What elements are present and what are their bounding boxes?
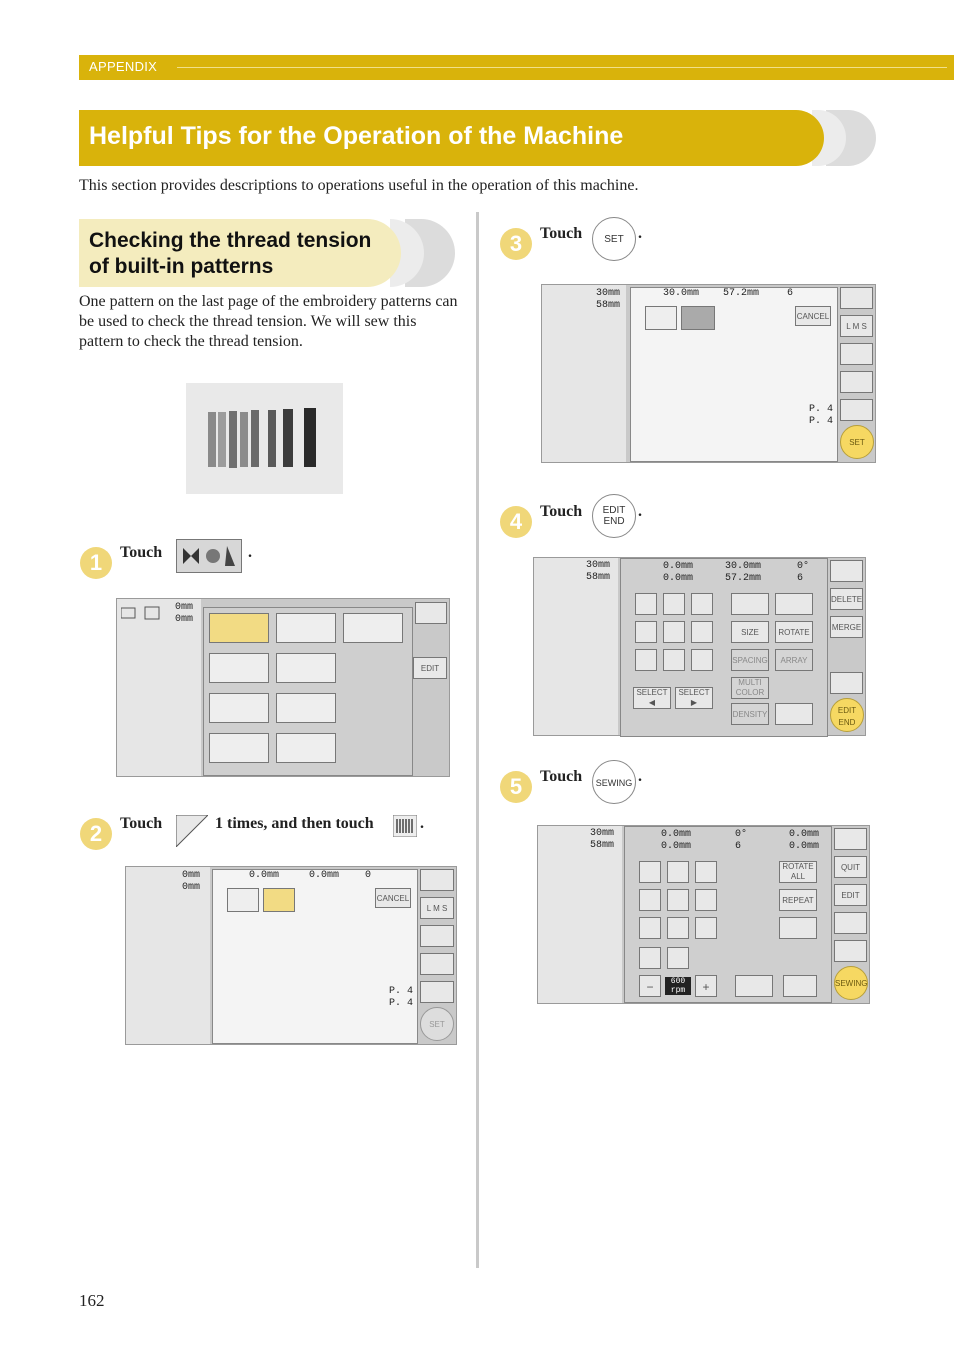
- preview-icon[interactable]: [834, 940, 867, 962]
- rotate-all-button[interactable]: ROTATE ALL: [779, 861, 817, 883]
- mirror-icon[interactable]: [420, 925, 454, 947]
- arrow-down-right-button[interactable]: [695, 917, 717, 939]
- section-label: APPENDIX: [89, 59, 158, 74]
- speed-display: 600 rpm: [665, 977, 691, 995]
- presser-foot-icon: [121, 605, 167, 623]
- usb-button[interactable]: [209, 733, 269, 763]
- pattern-thumbnail[interactable]: [645, 306, 677, 330]
- column-divider: [476, 212, 479, 1268]
- cancel-button[interactable]: CANCEL: [375, 888, 411, 908]
- subsection-banner: [79, 219, 401, 287]
- sewing-button[interactable]: SEWING: [834, 966, 868, 1000]
- pattern-thumbnail[interactable]: [227, 888, 259, 912]
- arrow-up-right-button[interactable]: [695, 861, 717, 883]
- header-band: [79, 55, 954, 80]
- description-paragraph: One pattern on the last page of the embroidery patterns can be used to check the thread tension. We will sew this pattern to check the thread tension.: [79, 293, 458, 350]
- flip-icon[interactable]: [775, 593, 813, 615]
- step-instruction: Touch: [120, 815, 163, 832]
- thread-color-icon[interactable]: [775, 703, 813, 725]
- arrow-left-button[interactable]: [639, 889, 661, 911]
- page-number: 162: [79, 1291, 105, 1310]
- embroidery-pattern-button-icon[interactable]: [176, 539, 242, 573]
- center-button[interactable]: [667, 889, 689, 911]
- sewing-button-icon[interactable]: SEWING: [592, 760, 636, 804]
- flip-icon[interactable]: [420, 953, 454, 975]
- arrow-down-button[interactable]: [667, 917, 689, 939]
- step-instruction: Touch: [540, 768, 583, 785]
- frame-icon[interactable]: [834, 912, 867, 934]
- step-number: 2: [80, 818, 112, 850]
- set-button[interactable]: SET: [420, 1007, 454, 1041]
- cancel-button[interactable]: CANCEL: [795, 306, 831, 326]
- preview-icon[interactable]: [420, 981, 454, 1003]
- embroidery-patterns-button[interactable]: [209, 613, 269, 643]
- select-prev-button[interactable]: SELECT ◀: [633, 687, 671, 709]
- flip-icon[interactable]: [840, 371, 873, 393]
- frame-patterns-button[interactable]: [276, 613, 336, 643]
- arrow-up-button[interactable]: [667, 861, 689, 883]
- preview-icon[interactable]: [830, 672, 863, 694]
- repeat-button[interactable]: REPEAT: [779, 889, 817, 911]
- array-button[interactable]: ARRAY: [775, 649, 813, 671]
- set-button-icon[interactable]: SET: [592, 217, 636, 261]
- set-button[interactable]: SET: [840, 425, 874, 459]
- help-icon[interactable]: [415, 602, 447, 624]
- machine-memory-button[interactable]: [209, 693, 269, 723]
- pc-usb-button[interactable]: [276, 733, 336, 763]
- header-rule: [177, 67, 947, 68]
- step-number: 5: [500, 771, 532, 803]
- stitch-bars-icon: [186, 383, 343, 494]
- arrow-up-right-button[interactable]: [691, 593, 713, 615]
- help-icon[interactable]: [420, 869, 454, 891]
- arrow-right-button[interactable]: [695, 889, 717, 911]
- mirror-icon[interactable]: [840, 343, 873, 365]
- arrow-up-left-button[interactable]: [639, 861, 661, 883]
- thread-tension-pattern-image: [186, 383, 343, 494]
- step-instruction: Touch: [120, 544, 163, 561]
- arrow-down-left-button[interactable]: [639, 917, 661, 939]
- card-button[interactable]: [276, 693, 336, 723]
- mirror-icon[interactable]: [731, 593, 769, 615]
- speed-minus-button[interactable]: −: [639, 975, 661, 997]
- arrow-up-left-button[interactable]: [635, 593, 657, 615]
- step-instruction: Touch: [540, 503, 583, 520]
- screen-pattern-select: 0mm 0mm 0.0mm 0.0mm 0 CANCEL P. 4 P. 4 L M S SET: [125, 866, 457, 1045]
- preview-icon[interactable]: [840, 399, 873, 421]
- select-next-button[interactable]: SELECT ▶: [675, 687, 713, 709]
- arrow-up-button[interactable]: [663, 593, 685, 615]
- abc-font-button[interactable]: [209, 653, 269, 683]
- lms-button[interactable]: L M S: [420, 897, 454, 919]
- spacing-button[interactable]: SPACING: [731, 649, 769, 671]
- quit-button[interactable]: QUIT: [834, 856, 867, 878]
- edit-end-button-icon[interactable]: EDIT END: [592, 494, 636, 538]
- page-arrow-icon[interactable]: [176, 815, 208, 847]
- screen-pattern-category: 0mm 0mm EDIT: [116, 598, 450, 777]
- step-number: 1: [80, 547, 112, 579]
- step-number: 4: [500, 506, 532, 538]
- screen-pattern-selected: 30mm 58mm 30.0mm 57.2mm 6 CANCEL P. 4 P. 4 L M S SET: [541, 284, 876, 463]
- intro-text: This section provides descriptions to operations useful in the operation of this machine.: [79, 177, 639, 194]
- stitch-back-button[interactable]: [639, 947, 661, 969]
- title-banner: [79, 110, 824, 166]
- speed-plus-button[interactable]: +: [695, 975, 717, 997]
- arrow-left-button[interactable]: [635, 621, 657, 643]
- monogram-button[interactable]: [276, 653, 336, 683]
- stitch-bars-pattern[interactable]: [263, 888, 295, 912]
- help-icon[interactable]: [840, 287, 873, 309]
- multi-color-button[interactable]: MULTI COLOR: [731, 677, 769, 699]
- edit-end-button[interactable]: EDIT END: [830, 698, 864, 732]
- delete-button[interactable]: DELETE: [830, 588, 863, 610]
- screen-edit: 30mm 58mm 0.0mm 0.0mm 30.0mm 57.2mm 0° 6 SIZE ROTATE SPACING ARRAY MULTI COLOR SELECT ◀ SELECT ▶ DENSITY DELETE MERGE EDIT END: [533, 557, 866, 736]
- page-title: Helpful Tips for the Operation of the Machine: [89, 122, 624, 150]
- subsection-title: Checking the thread tension of built-in patterns: [89, 229, 372, 278]
- edit-button[interactable]: EDIT: [834, 884, 867, 906]
- trial-button[interactable]: [783, 975, 817, 997]
- merge-button[interactable]: MERGE: [830, 616, 863, 638]
- help-icon[interactable]: [830, 560, 863, 582]
- step-number: 3: [500, 228, 532, 260]
- rotate-button[interactable]: ROTATE: [775, 621, 813, 643]
- step-instruction: Touch: [540, 225, 583, 242]
- thread-color-icon[interactable]: [779, 917, 817, 939]
- arrow-right-button[interactable]: [691, 621, 713, 643]
- edit-button[interactable]: EDIT: [413, 657, 447, 679]
- size-button[interactable]: SIZE: [731, 621, 769, 643]
- arrow-down-right-button[interactable]: [691, 649, 713, 671]
- stitch-bars-pattern[interactable]: [681, 306, 715, 330]
- stitch-bars-button-icon[interactable]: [393, 815, 417, 837]
- presser-foot-button[interactable]: [735, 975, 773, 997]
- help-icon[interactable]: [834, 828, 867, 850]
- screen-sewing: 30mm 58mm 0.0mm 0.0mm 0° 6 0.0mm 0.0mm ROTATE ALL REPEAT − 600 rpm + QUIT EDIT SEWING: [537, 825, 870, 1004]
- lms-button[interactable]: L M S: [840, 315, 873, 337]
- stitch-forward-button[interactable]: [667, 947, 689, 969]
- alphabet-button[interactable]: [343, 613, 403, 643]
- arrow-down-left-button[interactable]: [635, 649, 657, 671]
- density-button[interactable]: DENSITY: [731, 703, 769, 725]
- center-button[interactable]: [663, 621, 685, 643]
- arrow-down-button[interactable]: [663, 649, 685, 671]
